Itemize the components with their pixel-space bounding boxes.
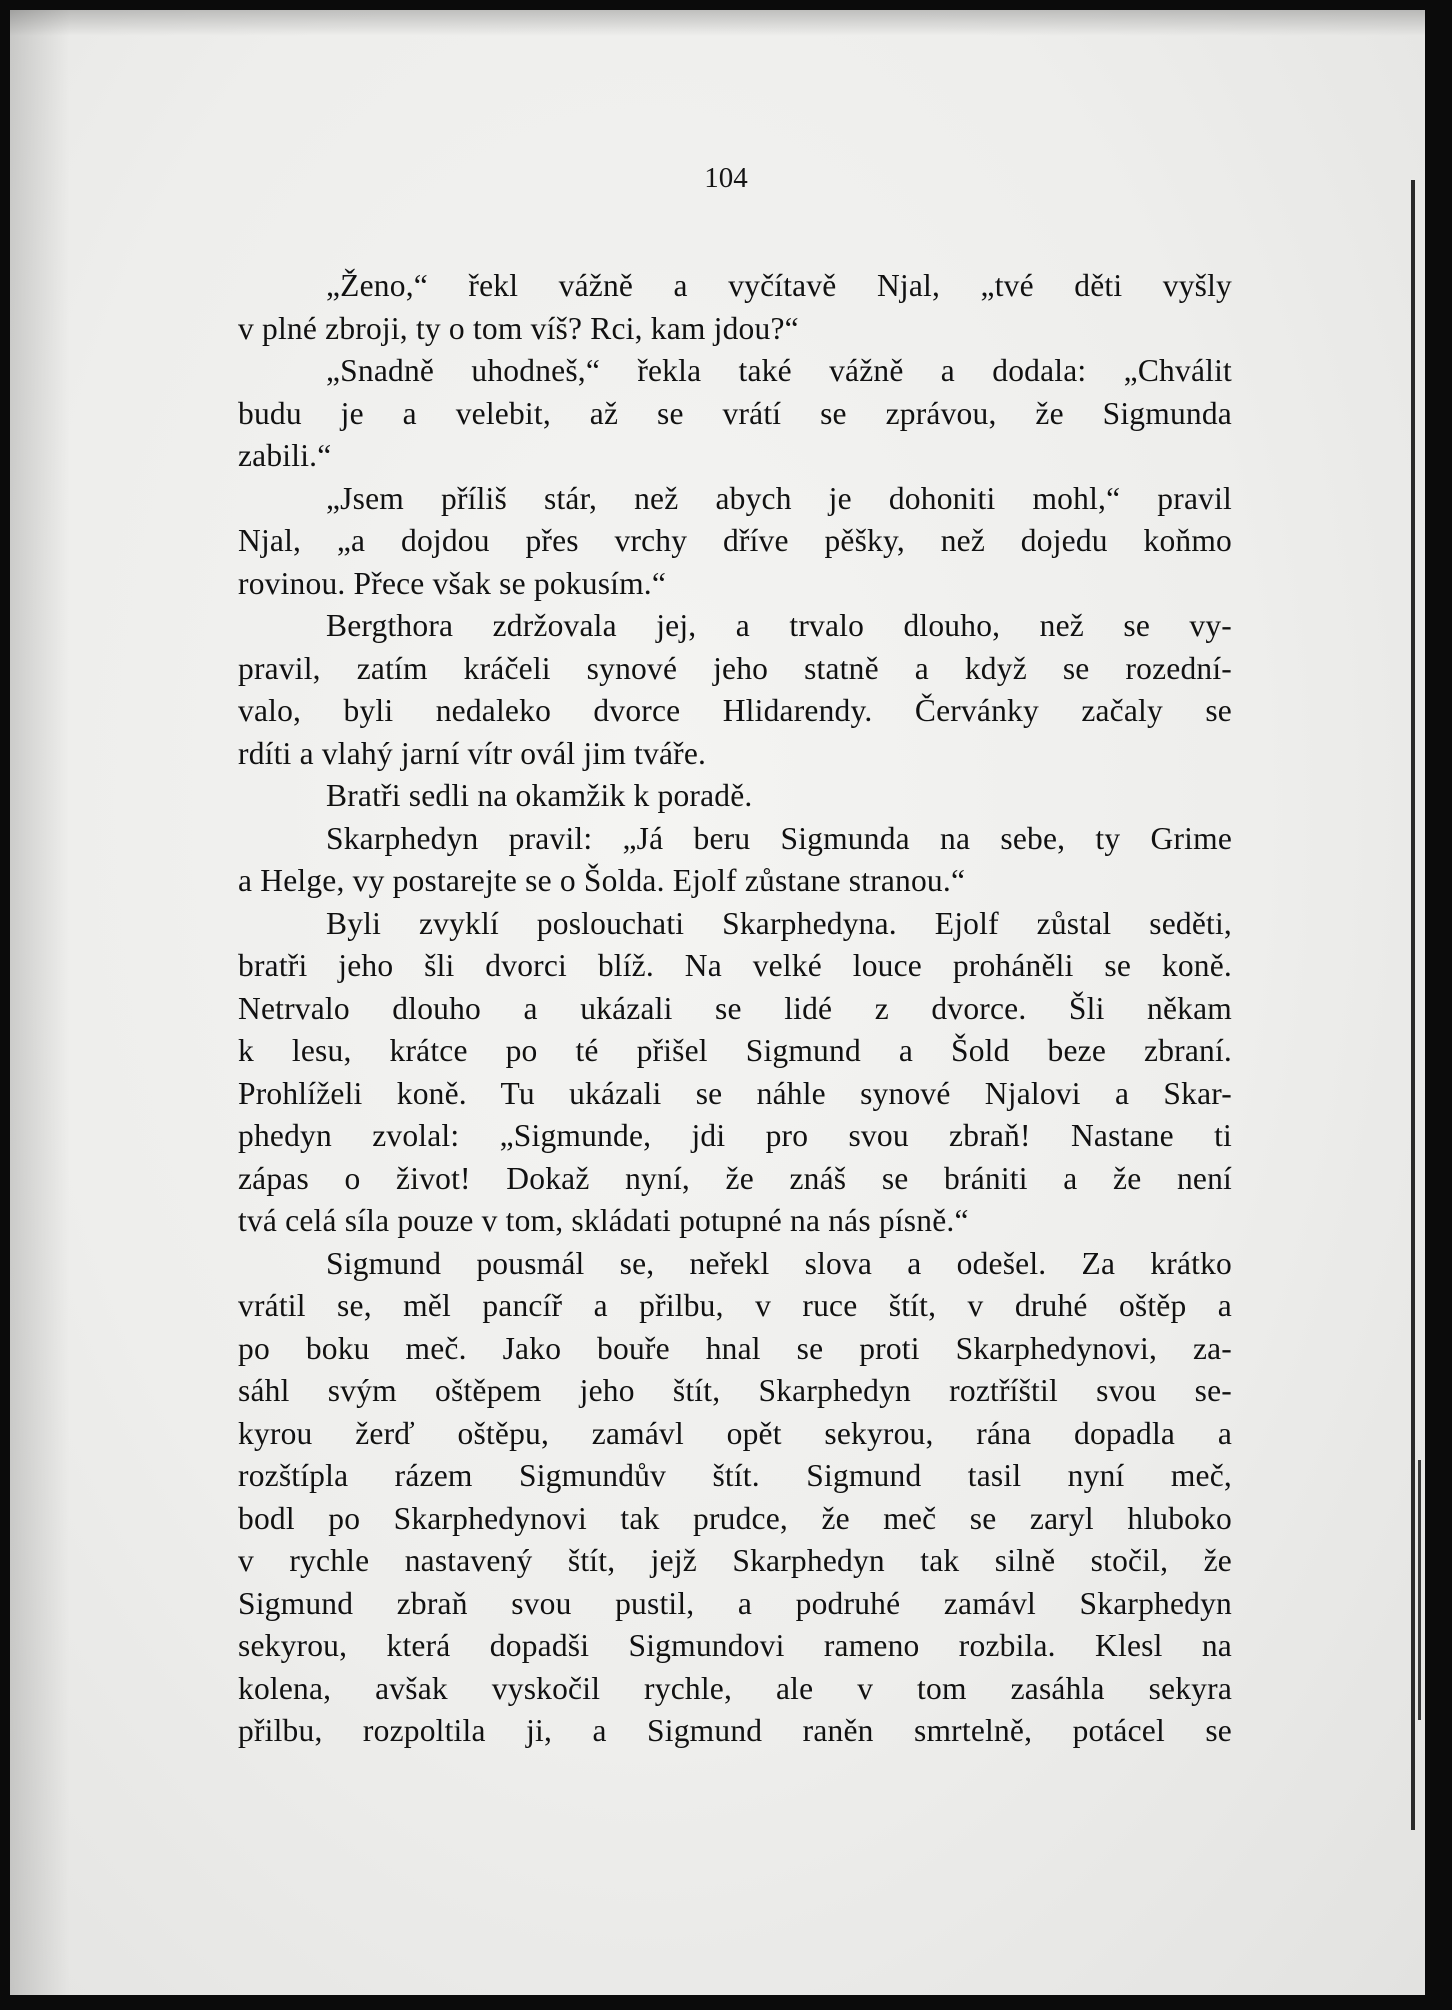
text-line: Njal, „a dojdou přes vrchy dříve pěšky, než dojedu koňmo	[238, 523, 1232, 558]
text-line: zápas o život! Dokaž nyní, že znáš se brániti a že není	[238, 1160, 1232, 1196]
text-line: a Helge, vy postarejte se o Šolda. Ejolf zůstane stranou.“	[238, 863, 966, 898]
text-line: Skarphedyn pravil: „Já beru Sigmunda na sebe, ty Grime	[326, 820, 1232, 856]
text-line: kolena, avšak vyskočil rychle, ale v tom zasáhla sekyra	[238, 1670, 1232, 1706]
text-line: valo, byli nedaleko dvorce Hlidarendy. Červánky začaly se	[238, 693, 1232, 728]
text-line: přilbu, rozpoltila ji, a Sigmund raněn smrtelně, potácel se	[238, 1713, 1232, 1748]
text-line: k lesu, krátce po té přišel Sigmund a Šold beze zbraní.	[238, 1033, 1232, 1068]
text-line: budu je a velebit, až se vrátí se zprávou, že Sigmunda	[238, 395, 1232, 431]
text-line: rovinou. Přece však se pokusím.“	[238, 565, 667, 601]
text-line: Byli zvyklí poslouchati Skarphedyna. Ejolf zůstal seděti,	[326, 905, 1232, 941]
text-line: tvá celá síla pouze v tom, skládati potupné na nás písně.“	[238, 1203, 969, 1238]
page-number: 104	[704, 162, 748, 194]
text-line: „Snadně uhodneš,“ řekla také vážně a dodala: „Chválit	[326, 353, 1232, 388]
text-line: bodl po Skarphedynovi tak prudce, že meč se zaryl hluboko	[238, 1500, 1232, 1536]
text-line: rozštípla rázem Sigmundův štít. Sigmund tasil nyní meč,	[238, 1458, 1232, 1493]
text-line: rdíti a vlahý jarní vítr ovál jim tváře.	[238, 735, 707, 771]
text-line: Bratři sedli na okamžik k poradě.	[326, 778, 753, 813]
right-binding-edge-lower	[1418, 1460, 1421, 1720]
text-line: Sigmund zbraň svou pustil, a podruhé zamávl Skarphedyn	[238, 1585, 1232, 1621]
text-line: po boku meč. Jako bouře hnal se proti Skarphedynovi, za-	[238, 1330, 1232, 1366]
text-line: vrátil se, měl pancíř a přilbu, v ruce štít, v druhé oštěp a	[238, 1288, 1232, 1323]
text-line: v plné zbroji, ty o tom víš? Rci, kam jdou?“	[238, 310, 799, 346]
text-line: zabili.“	[238, 438, 332, 473]
text-line: sekyrou, která dopadši Sigmundovi rameno rozbila. Klesl na	[238, 1628, 1232, 1663]
left-edge-shadow	[10, 10, 70, 1995]
right-binding-edge	[1411, 180, 1415, 1830]
text-line: kyrou žerď oštěpu, zamávl opět sekyrou, rána dopadla a	[238, 1415, 1232, 1451]
body-text	[238, 265, 1232, 1753]
text-line: „Jsem příliš stár, než abych je dohoniti mohl,“ pravil	[326, 480, 1232, 516]
text-line: Bergthora zdržovala jej, a trvalo dlouho, než se vy-	[326, 608, 1232, 643]
text-line: Netrvalo dlouho a ukázali se lidé z dvorce. Šli někam	[238, 990, 1232, 1026]
text-line: Sigmund pousmál se, neřekl slova a odešel. Za krátko	[326, 1245, 1232, 1281]
text-line: pravil, zatím kráčeli synové jeho statně a když se rozední-	[238, 650, 1232, 686]
text-line: v rychle nastavený štít, jejž Skarphedyn tak silně stočil, že	[238, 1543, 1232, 1578]
text-line: sáhl svým oštěpem jeho štít, Skarphedyn roztříštil svou se-	[238, 1373, 1232, 1408]
text-line: Prohlíželi koně. Tu ukázali se náhle synové Njalovi a Skar-	[238, 1075, 1232, 1111]
text-line: phedyn zvolal: „Sigmunde, jdi pro svou zbraň! Nastane ti	[238, 1118, 1232, 1153]
top-edge-shadow	[10, 10, 1425, 36]
text-line: „Ženo,“ řekl vážně a vyčítavě Njal, „tvé děti vyšly	[326, 268, 1232, 303]
text-line: bratři jeho šli dvorci blíž. Na velké louce proháněli se koně.	[238, 948, 1232, 983]
